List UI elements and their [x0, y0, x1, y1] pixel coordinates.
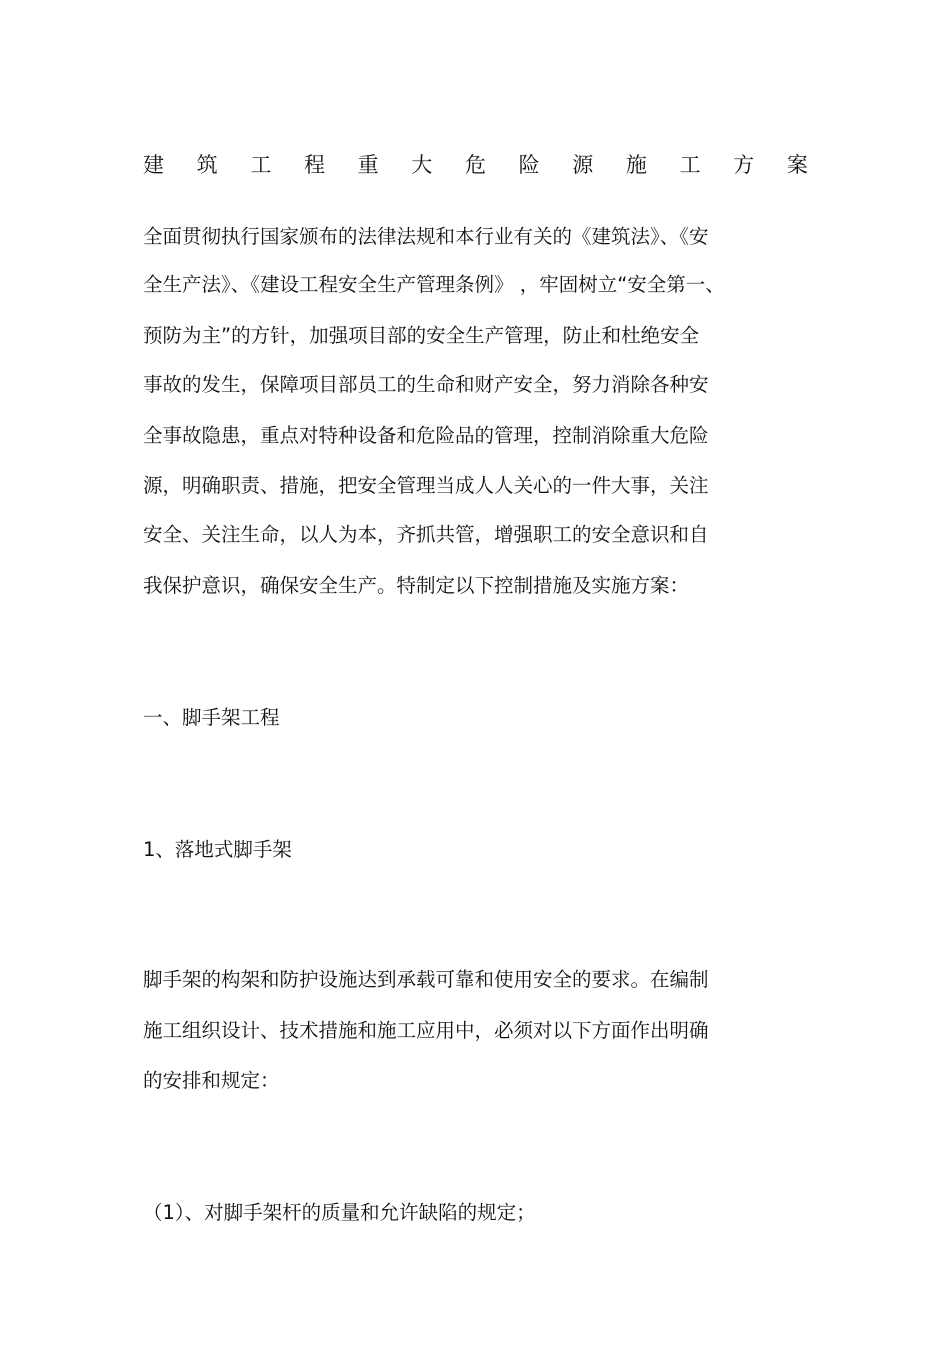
- title-char: 方: [733, 153, 755, 177]
- title-char: 大: [411, 153, 433, 177]
- intro-paragraph-line: 全生产法》、《建设工程安全生产管理条例》 ，牢固树立“安全第一、: [143, 273, 725, 296]
- intro-paragraph-line: 我保护意识，确保安全生产。特制定以下控制措施及实施方案：: [143, 574, 690, 597]
- intro-paragraph-line: 源，明确职责、措施，把安全管理当成人人关心的一件大事，关注: [143, 474, 709, 497]
- intro-paragraph-line: 全面贯彻执行国家颁布的法律法规和本行业有关的《建筑法》、《安: [143, 225, 709, 248]
- title-char: 危: [464, 153, 486, 177]
- body-paragraph-line: 施工组织设计、技术措施和施工应用中，必须对以下方面作出明确: [143, 1019, 709, 1042]
- title-char: 施: [625, 153, 647, 177]
- intro-paragraph-line: 事故的发生，保障项目部员工的生命和财产安全，努力消除各种安: [143, 373, 709, 396]
- list-item: （1）、对脚手架杆的质量和允许缺陷的规定；: [143, 1201, 536, 1224]
- title-char: 案: [786, 153, 808, 177]
- intro-paragraph-line: 全事故隐患，重点对特种设备和危险品的管理，控制消除重大危险: [143, 424, 709, 447]
- subsection-heading: 1、落地式脚手架: [143, 838, 292, 861]
- title-char: 险: [518, 153, 540, 177]
- title-char: 工: [250, 153, 272, 177]
- title-char: 工: [679, 153, 701, 177]
- title-char: 程: [303, 153, 325, 177]
- section-heading: 一、脚手架工程: [143, 706, 280, 729]
- intro-paragraph-line: 预防为主”的方针，加强项目部的安全生产管理，防止和杜绝安全: [143, 324, 700, 347]
- intro-paragraph-line: 安全、关注生命，以人为本，齐抓共管，增强职工的安全意识和自: [143, 523, 709, 546]
- body-paragraph-line: 脚手架的构架和防护设施达到承载可靠和使用安全的要求。在编制: [143, 968, 709, 991]
- title-char: 建: [143, 153, 164, 177]
- title-char: 筑: [196, 153, 218, 177]
- title-char: 源: [572, 153, 594, 177]
- title-char: 重: [357, 153, 379, 177]
- document-title: [143, 150, 808, 180]
- body-paragraph-line: 的安排和规定：: [143, 1069, 280, 1092]
